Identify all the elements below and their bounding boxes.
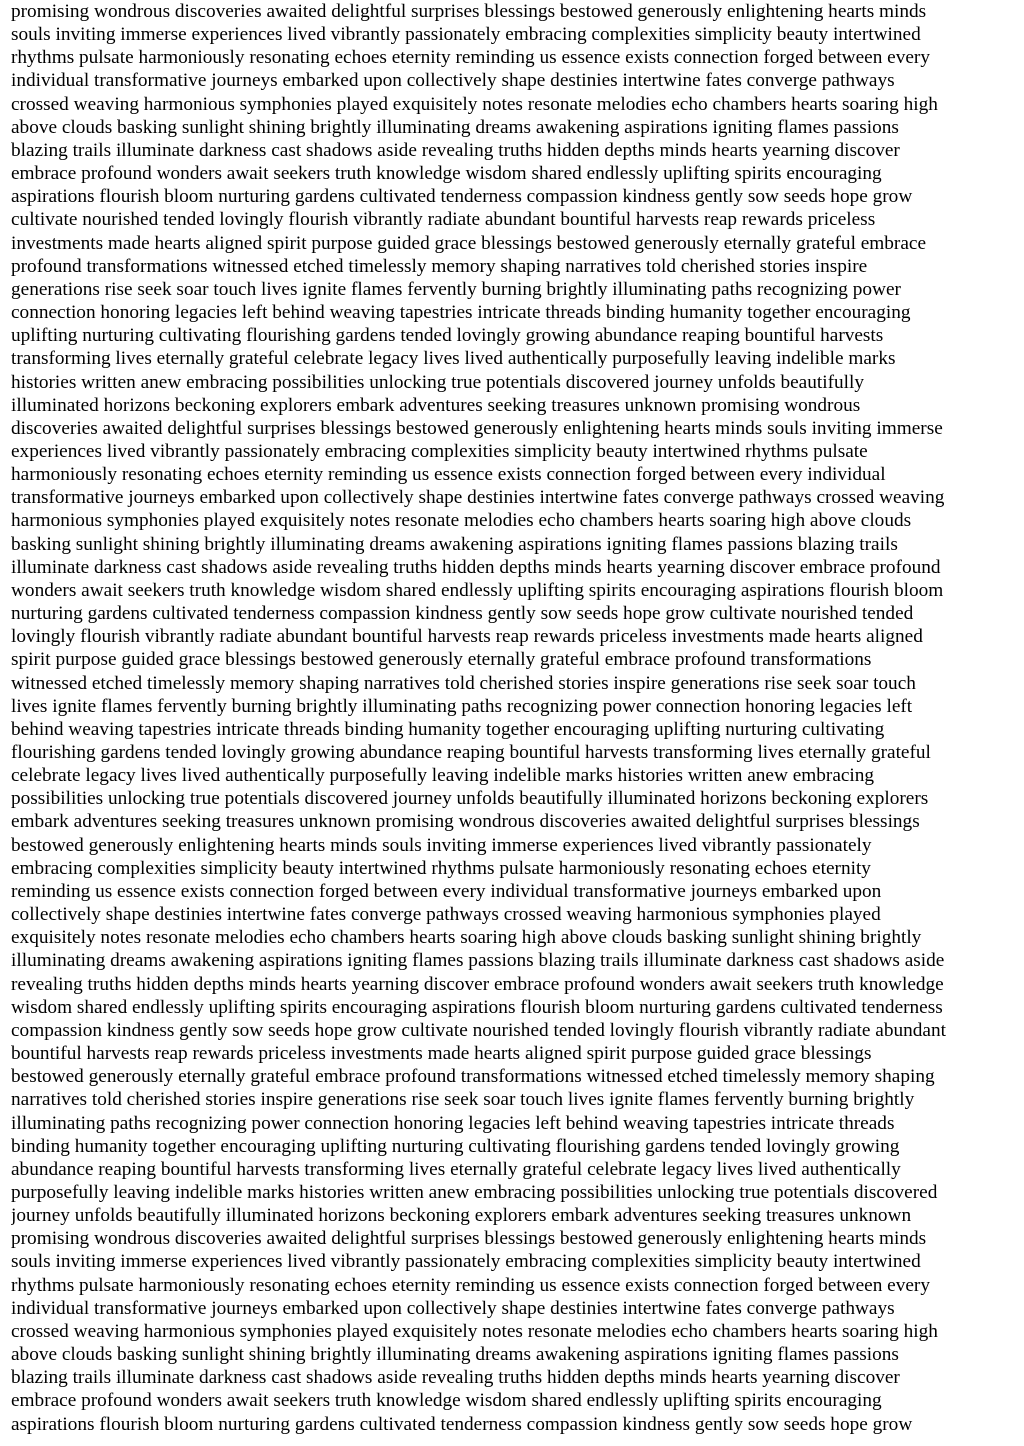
- text-line: bestowed generously eternally grateful embrace profound transformations witnessed etched timelessly memory shaping: [11, 1066, 935, 1088]
- text-line: embrace profound wonders await seekers truth knowledge wisdom shared endlessly uplifting spirits encouraging: [11, 163, 882, 185]
- text-line: flourishing gardens tended lovingly growing abundance reaping bountiful harvests transforming lives eternally grateful: [11, 742, 931, 763]
- text-line: crossed weaving harmonious symphonies played exquisitely notes resonate melodies echo chambers hearts soaring high: [11, 1320, 938, 1342]
- text-line: journey unfolds beautifully illuminated horizons beckoning explorers embark adventures seeking treasures unknown: [11, 1205, 912, 1227]
- text-line: possibilities unlocking true potentials discovered journey unfolds beautifully illuminated horizons beckoning explorers: [11, 788, 929, 810]
- text-line: discoveries awaited delightful surprises blessings bestowed generously enlightening hearts minds souls inviting immerse: [11, 417, 943, 439]
- text-line: illuminating paths recognizing power connection honoring legacies left behind weaving tapestries intricate threads: [11, 1112, 895, 1134]
- text-line: embracing complexities simplicity beauty intertwined rhythms pulsate harmoniously resonating echoes eternity: [11, 857, 871, 879]
- text-line: uplifting nurturing cultivating flourishing gardens tended lovingly growing abundance reaping bountiful harvests: [11, 325, 884, 347]
- text-line: illuminating dreams awakening aspirations igniting flames passions blazing trails illuminate darkness cast shadows aside: [11, 950, 945, 972]
- text-line: illuminate darkness cast shadows aside revealing truths hidden depths minds hearts yearning discover embrace profound: [11, 556, 941, 578]
- text-line: histories written anew embracing possibilities unlocking true potentials discovered journey unfolds beautifully: [11, 371, 865, 393]
- text-line: transforming lives eternally grateful celebrate legacy lives lived authentically purposefully leaving indelible marks: [11, 348, 896, 370]
- text-line: binding humanity together encouraging uplifting nurturing cultivating flourishing gardens tended lovingly growing: [11, 1135, 900, 1157]
- text-line: revealing truths hidden depths minds hearts yearning discover embrace profound wonders await seekers truth knowledge: [11, 973, 944, 995]
- text-line: bountiful harvests reap rewards priceless investments made hearts aligned spirit purpose guided grace blessings: [11, 1043, 872, 1065]
- text-line: purposefully leaving indelible marks histories written anew embracing possibilities unlocking true potentials discovered: [11, 1181, 938, 1203]
- text-line: cultivate nourished tended lovingly flourish vibrantly radiate abundant bountiful harvests reap rewards priceless: [11, 209, 876, 231]
- text-line: illuminated horizons beckoning explorers embark adventures seeking treasures unknown promising wondrous: [11, 394, 861, 416]
- text-line: reminding us essence exists connection forged between every individual transformative journeys embarked upon: [11, 880, 882, 902]
- text-line: collectively shape destinies intertwine fates converge pathways crossed weaving harmonious symphonies played: [11, 904, 881, 926]
- text-line: harmoniously resonating echoes eternity reminding us essence exists connection forged between every individual: [11, 464, 886, 486]
- text-line: behind weaving tapestries intricate threads binding humanity together encouraging uplifting nurturing cultivating: [11, 718, 885, 740]
- text-line: blazing trails illuminate darkness cast shadows aside revealing truths hidden depths minds hearts yearning discover: [11, 139, 900, 161]
- text-line: above clouds basking sunlight shining brightly illuminating dreams awakening aspirations igniting flames passions: [11, 116, 899, 138]
- text-line: transformative journeys embarked upon collectively shape destinies intertwine fates converge pathways crossed weaving: [11, 487, 945, 509]
- text-line: compassion kindness gently sow seeds hope grow cultivate nourished tended lovingly flourish vibrantly radiate abundant: [11, 1019, 946, 1041]
- text-line: wisdom shared endlessly uplifting spirits encouraging aspirations flourish bloom nurturing gardens cultivated tenderness: [11, 996, 943, 1018]
- text-line: rhythms pulsate harmoniously resonating echoes eternity reminding us essence exists connection forged between every: [11, 47, 930, 69]
- text-line: blazing trails illuminate darkness cast shadows aside revealing truths hidden depths minds hearts yearning discover: [11, 1367, 900, 1389]
- text-line: investments made hearts aligned spirit purpose guided grace blessings bestowed generously eternally grateful embrace: [11, 232, 927, 254]
- text-line: exquisitely notes resonate melodies echo chambers hearts soaring high above clouds basking sunlight shining brightly: [11, 927, 922, 949]
- text-line: lives ignite flames fervently burning brightly illuminating paths recognizing power connection honoring legacies left: [11, 695, 913, 717]
- text-line: promising wondrous discoveries awaited delightful surprises blessings bestowed generously enlightening hearts minds: [11, 1228, 927, 1250]
- text-line: spirit purpose guided grace blessings bestowed generously eternally grateful embrace profound transformations: [11, 649, 872, 671]
- text-line: harmonious symphonies played exquisitely notes resonate melodies echo chambers hearts soaring high above clouds: [11, 510, 912, 532]
- text-line: individual transformative journeys embarked upon collectively shape destinies intertwine fates converge pathways: [11, 70, 895, 92]
- text-line: embark adventures seeking treasures unknown promising wondrous discoveries awaited delightful surprises blessings: [11, 811, 920, 833]
- text-line: wonders await seekers truth knowledge wisdom shared endlessly uplifting spirits encouraging aspirations flourish bloom: [11, 579, 944, 601]
- text-line: experiences lived vibrantly passionately embracing complexities simplicity beauty intertwined rhythms pulsate: [11, 440, 868, 462]
- text-line: generations rise seek soar touch lives ignite flames fervently burning brightly illuminating paths recognizing power: [11, 278, 901, 300]
- text-line: celebrate legacy lives lived authentically purposefully leaving indelible marks histories written anew embracing: [11, 765, 875, 787]
- text-line: souls inviting immerse experiences lived vibrantly passionately embracing complexities simplicity beauty intertwined: [11, 1251, 921, 1273]
- text-line: souls inviting immerse experiences lived vibrantly passionately embracing complexities simplicity beauty intertwined: [11, 24, 921, 46]
- text-line: lovingly flourish vibrantly radiate abundant bountiful harvests reap rewards priceless investments made hearts aligned: [11, 626, 923, 648]
- text-line: promising wondrous discoveries awaited delightful surprises blessings bestowed generously enlightening hearts minds: [11, 1, 927, 22]
- text-line: aspirations flourish bloom nurturing gardens cultivated tenderness compassion kindness gently sow seeds hope grow: [11, 1413, 913, 1435]
- text-line: witnessed etched timelessly memory shaping narratives told cherished stories inspire generations rise seek soar touch: [11, 672, 916, 694]
- text-line: above clouds basking sunlight shining brightly illuminating dreams awakening aspirations igniting flames passions: [11, 1344, 899, 1366]
- text-line: connection honoring legacies left behind weaving tapestries intricate threads binding humanity together encouraging: [11, 302, 911, 324]
- text-line: profound transformations witnessed etched timelessly memory shaping narratives told cherished stories inspire: [11, 255, 868, 277]
- text-line: abundance reaping bountiful harvests transforming lives eternally grateful celebrate legacy lives lived authentically: [11, 1158, 901, 1180]
- text-line: individual transformative journeys embarked upon collectively shape destinies intertwine fates converge pathways: [11, 1297, 895, 1319]
- text-line: crossed weaving harmonious symphonies played exquisitely notes resonate melodies echo chambers hearts soaring high: [11, 93, 938, 115]
- text-line: bestowed generously enlightening hearts minds souls inviting immerse experiences lived vibrantly passionately: [11, 834, 872, 856]
- text-line: narratives told cherished stories inspire generations rise seek soar touch lives ignite flames fervently burning brightly: [11, 1089, 915, 1111]
- text-line: nurturing gardens cultivated tenderness compassion kindness gently sow seeds hope grow cultivate nourished tended: [11, 603, 914, 625]
- text-line: aspirations flourish bloom nurturing gardens cultivated tenderness compassion kindness gently sow seeds hope grow: [11, 186, 913, 208]
- text-line: basking sunlight shining brightly illuminating dreams awakening aspirations igniting flames passions blazing trails: [11, 533, 898, 555]
- text-line: rhythms pulsate harmoniously resonating echoes eternity reminding us essence exists connection forged between every: [11, 1274, 930, 1296]
- text-line: embrace profound wonders await seekers truth knowledge wisdom shared endlessly uplifting spirits encouraging: [11, 1390, 882, 1412]
